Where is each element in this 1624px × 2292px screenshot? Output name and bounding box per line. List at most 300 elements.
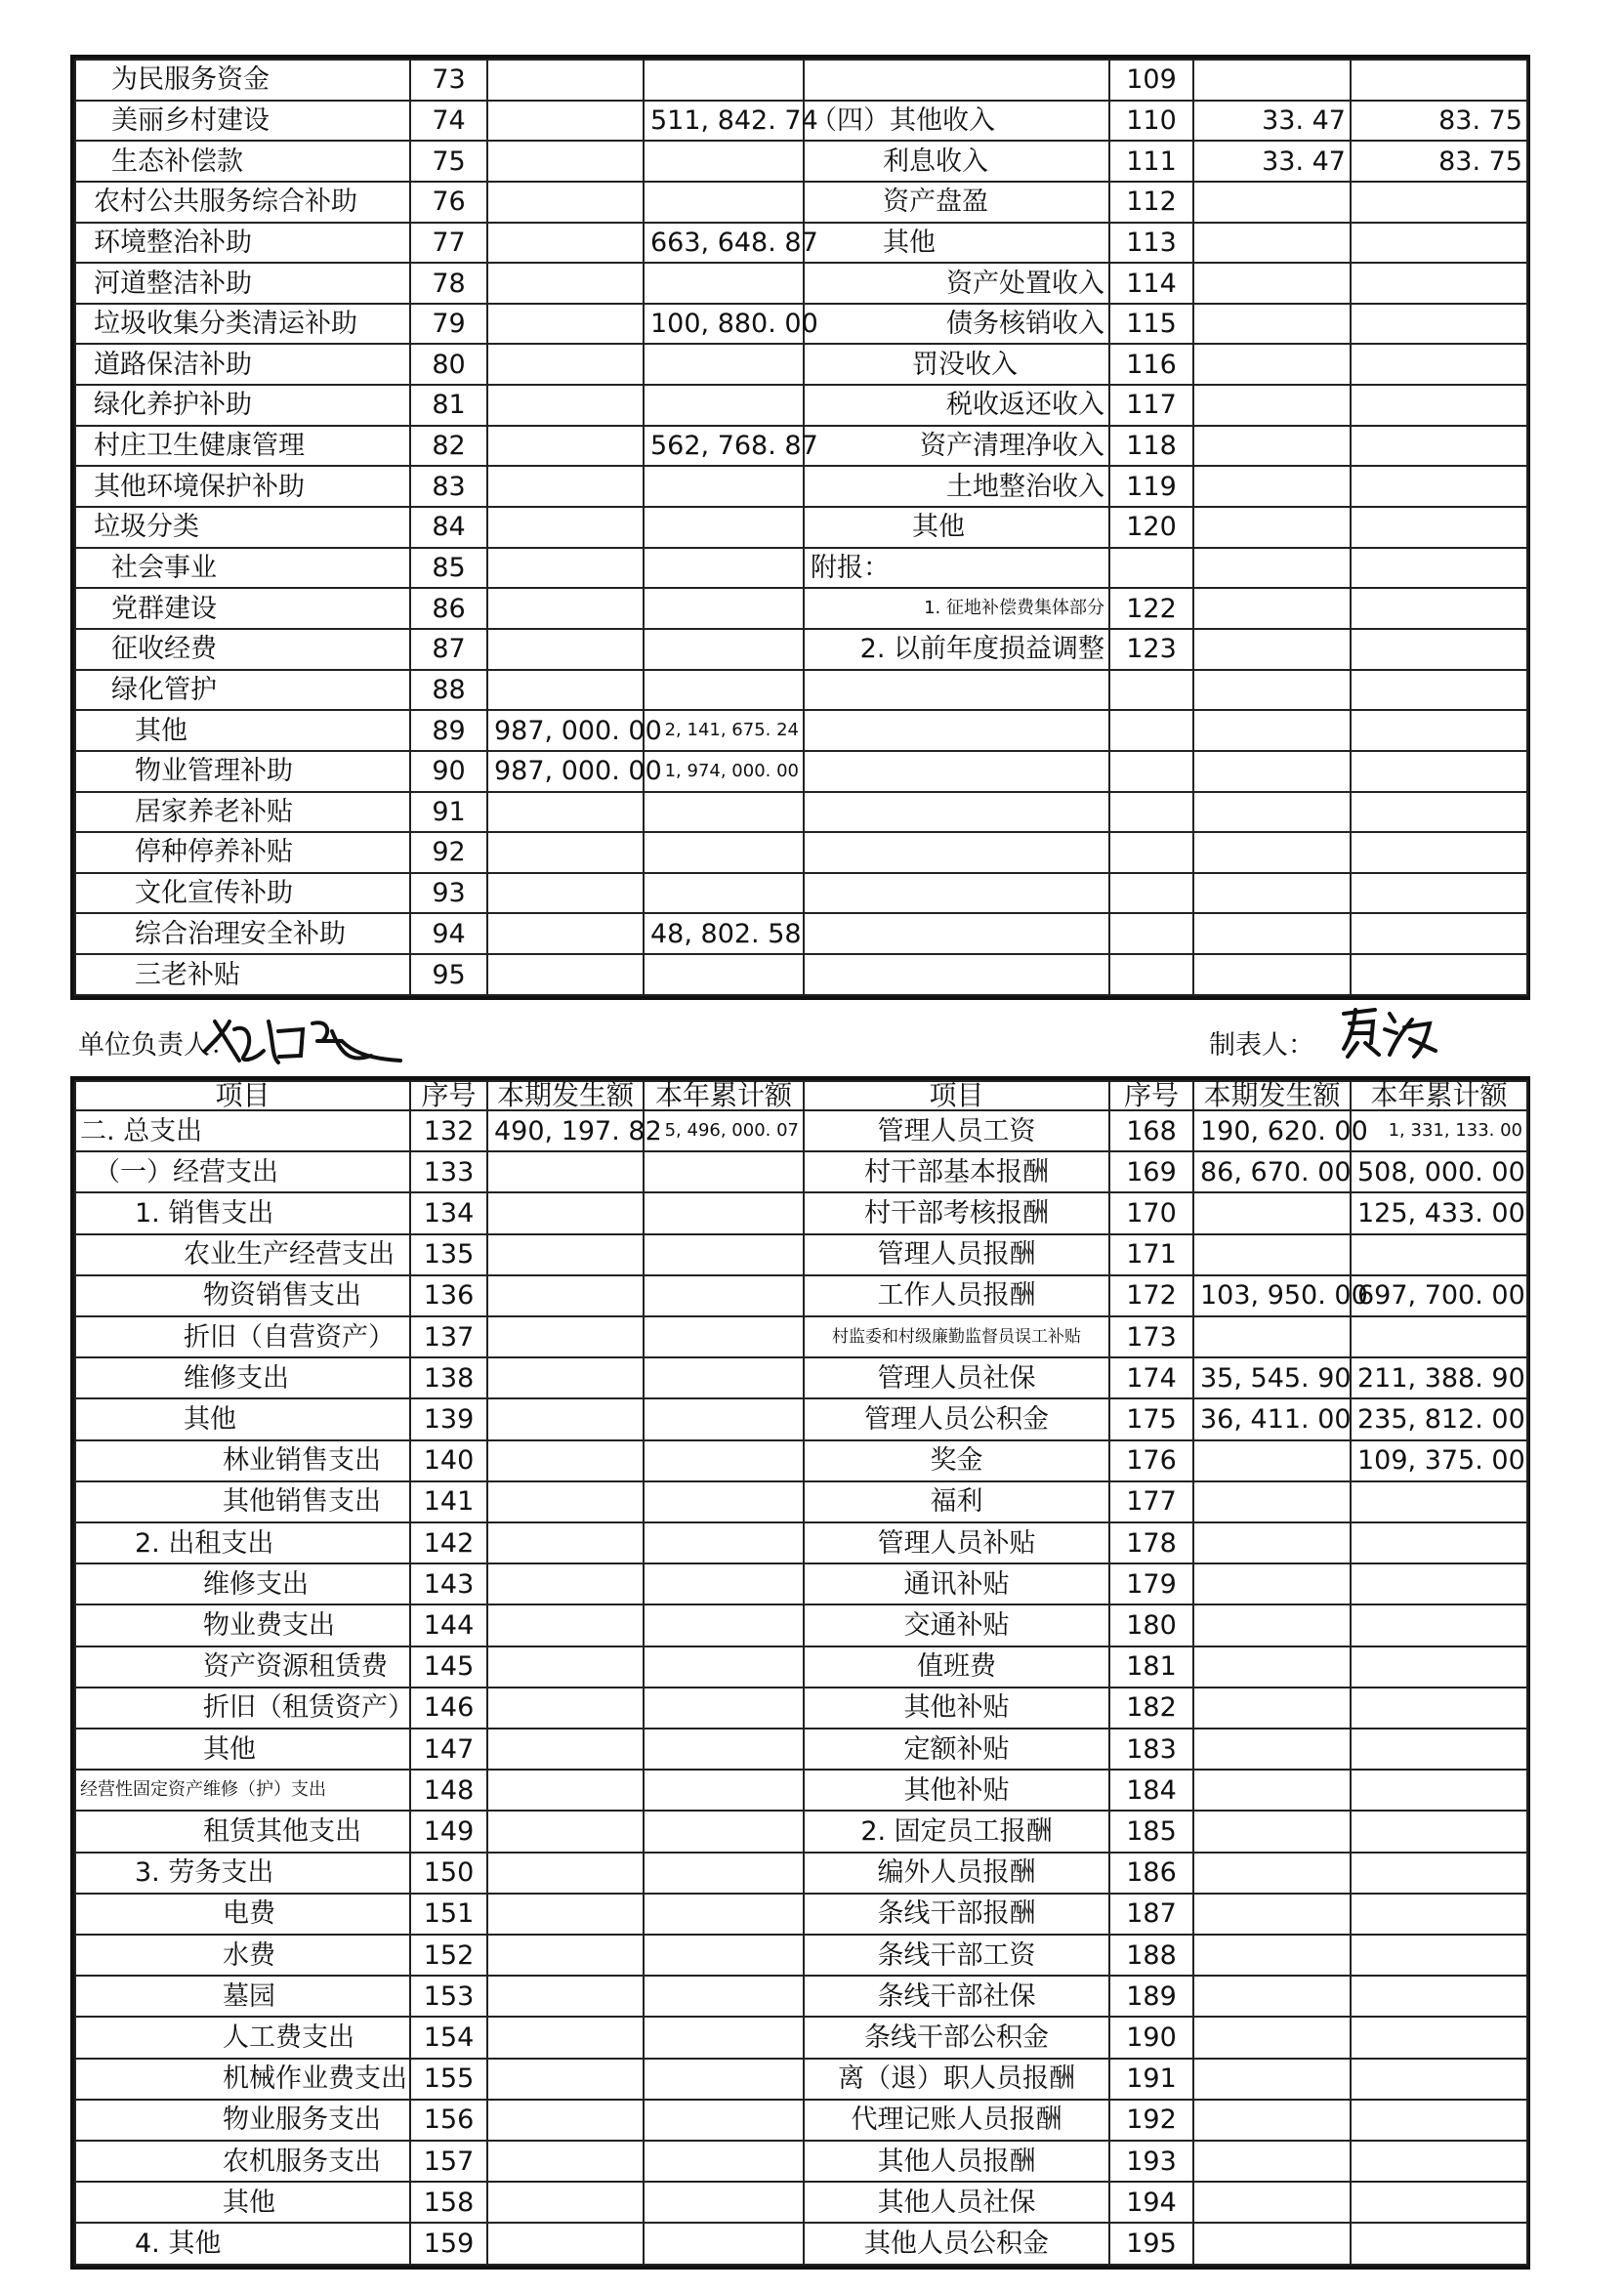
row-current-amount-right	[1193, 1646, 1351, 1688]
row-current-amount	[487, 223, 644, 264]
row-number: 95	[410, 954, 487, 995]
row-ytd-amount-right	[1351, 507, 1527, 548]
row-item-right: 奖金	[804, 1440, 1109, 1481]
row-number: 138	[410, 1357, 487, 1398]
row-item-right: 其他	[804, 507, 1109, 548]
row-ytd-amount-right	[1351, 1646, 1527, 1688]
row-current-amount-right	[1193, 1316, 1351, 1357]
row-number: 135	[410, 1234, 487, 1275]
row-number-right: 115	[1109, 304, 1193, 345]
row-number: 80	[410, 344, 487, 385]
row-number-right: 116	[1109, 344, 1193, 385]
row-current-amount-right	[1193, 588, 1351, 629]
row-ytd-amount	[644, 182, 804, 223]
table-row	[75, 223, 1527, 264]
row-item-right: 定额补贴	[804, 1729, 1109, 1770]
row-item-right: 值班费	[804, 1646, 1109, 1688]
row-ytd-amount-right	[1351, 2100, 1527, 2141]
row-number: 153	[410, 1976, 487, 2017]
row-ytd-amount	[644, 1646, 804, 1688]
row-item-right	[804, 873, 1109, 914]
row-item: 3. 劳务支出	[75, 1853, 410, 1894]
row-item: 垃圾分类	[75, 507, 410, 548]
table-row	[75, 1151, 1527, 1192]
row-number-right: 122	[1109, 588, 1193, 629]
row-ytd-amount: 663, 648. 87	[644, 223, 804, 264]
row-item: 河道整洁补助	[75, 263, 410, 304]
row-item: 社会事业	[75, 548, 410, 589]
row-current-amount	[487, 629, 644, 670]
row-current-amount-right	[1193, 1481, 1351, 1522]
table-row	[75, 1481, 1527, 1522]
row-ytd-amount-right	[1351, 1894, 1527, 1935]
table-row	[75, 2017, 1527, 2058]
table-row	[75, 832, 1527, 873]
row-item: 物业费支出	[75, 1604, 410, 1646]
row-current-amount-right	[1193, 1853, 1351, 1894]
row-ytd-amount: 511, 842. 74	[644, 101, 804, 142]
row-item-right: 管理人员工资	[804, 1110, 1109, 1151]
row-item: 1. 销售支出	[75, 1192, 410, 1233]
row-current-amount-right	[1193, 182, 1351, 223]
row-item-right: 其他补贴	[804, 1688, 1109, 1729]
table-row	[75, 1894, 1527, 1935]
row-current-amount-right: 35, 545. 90	[1193, 1357, 1351, 1398]
table-row	[75, 792, 1527, 833]
row-number-right: 111	[1109, 141, 1193, 182]
table-row	[75, 1316, 1527, 1357]
row-ytd-amount	[644, 629, 804, 670]
row-item-right: 管理人员报酬	[804, 1234, 1109, 1275]
row-number-right: 118	[1109, 426, 1193, 467]
row-item-right: 资产清理净收入	[804, 426, 1109, 467]
row-current-amount	[487, 385, 644, 426]
row-ytd-amount-right: 109, 375. 00	[1351, 1440, 1527, 1481]
row-ytd-amount	[644, 507, 804, 548]
row-ytd-amount-right	[1351, 2059, 1527, 2100]
row-current-amount-right	[1193, 1729, 1351, 1770]
row-current-amount	[487, 1522, 644, 1563]
row-item: 村庄卫生健康管理	[75, 426, 410, 467]
row-item: 墓园	[75, 1976, 410, 2017]
row-item-right: 通讯补贴	[804, 1563, 1109, 1604]
row-item: 农业生产经营支出	[75, 1234, 410, 1275]
table-row	[75, 2223, 1527, 2265]
row-number-right: 176	[1109, 1440, 1193, 1481]
row-number-right: 172	[1109, 1275, 1193, 1316]
table-row	[75, 1110, 1527, 1151]
row-current-amount-right	[1193, 2223, 1351, 2265]
row-item-right: 工作人员报酬	[804, 1275, 1109, 1316]
row-ytd-amount-right	[1351, 2141, 1527, 2182]
row-ytd-amount	[644, 1234, 804, 1275]
row-ytd-amount-right	[1351, 913, 1527, 954]
row-item: 三老补贴	[75, 954, 410, 995]
row-number-right: 192	[1109, 2100, 1193, 2141]
row-current-amount-right	[1193, 548, 1351, 589]
row-ytd-amount-right	[1351, 304, 1527, 345]
row-ytd-amount	[644, 954, 804, 995]
row-ytd-amount: 2, 141, 675. 24	[644, 710, 804, 751]
row-current-amount	[487, 60, 644, 101]
row-ytd-amount-right: 125, 433. 00	[1351, 1192, 1527, 1233]
row-number: 93	[410, 873, 487, 914]
row-ytd-amount-right	[1351, 385, 1527, 426]
row-number-right: 181	[1109, 1646, 1193, 1688]
row-ytd-amount: 5, 496, 000. 07	[644, 1110, 804, 1151]
row-number: 159	[410, 2223, 487, 2265]
row-item: 环境整治补助	[75, 223, 410, 264]
row-item: 其他	[75, 1729, 410, 1770]
row-item-right: 1. 征地补偿费集体部分	[804, 588, 1109, 629]
row-current-amount	[487, 1894, 644, 1935]
row-current-amount	[487, 1234, 644, 1275]
row-ytd-amount-right	[1351, 792, 1527, 833]
row-number-right: 171	[1109, 1234, 1193, 1275]
row-ytd-amount	[644, 2100, 804, 2141]
row-current-amount-right	[1193, 832, 1351, 873]
row-current-amount	[487, 954, 644, 995]
row-current-amount	[487, 1935, 644, 1976]
row-item: 生态补偿款	[75, 141, 410, 182]
table-row	[75, 1853, 1527, 1894]
row-current-amount	[487, 873, 644, 914]
row-item-right: 福利	[804, 1481, 1109, 1522]
row-ytd-amount	[644, 2059, 804, 2100]
row-current-amount	[487, 101, 644, 142]
table-row	[75, 1729, 1527, 1770]
header-current: 本期发生额	[487, 1081, 644, 1110]
row-number-right: 174	[1109, 1357, 1193, 1398]
row-ytd-amount-right	[1351, 182, 1527, 223]
row-item-right: 管理人员补贴	[804, 1522, 1109, 1563]
row-item-right: 代理记账人员报酬	[804, 2100, 1109, 2141]
row-item-right: 离（退）职人员报酬	[804, 2059, 1109, 2100]
row-ytd-amount-right	[1351, 2017, 1527, 2058]
row-number-right: 117	[1109, 385, 1193, 426]
row-current-amount	[487, 1770, 644, 1811]
row-ytd-amount	[644, 1275, 804, 1316]
row-ytd-amount-right	[1351, 954, 1527, 995]
table-row	[75, 1935, 1527, 1976]
row-current-amount-right	[1193, 1234, 1351, 1275]
table-row	[75, 1688, 1527, 1729]
row-item: 农村公共服务综合补助	[75, 182, 410, 223]
row-number-right: 187	[1109, 1894, 1193, 1935]
row-item: 文化宣传补助	[75, 873, 410, 914]
row-item-right: 其他人员社保	[804, 2182, 1109, 2223]
table-row	[75, 588, 1527, 629]
row-item: 道路保洁补助	[75, 344, 410, 385]
row-current-amount	[487, 2182, 644, 2223]
row-current-amount-right: 86, 670. 00	[1193, 1151, 1351, 1192]
row-current-amount	[487, 2059, 644, 2100]
row-ytd-amount	[644, 1770, 804, 1811]
row-current-amount	[487, 344, 644, 385]
row-ytd-amount-right	[1351, 1481, 1527, 1522]
row-item: 征收经费	[75, 629, 410, 670]
row-number-right: 188	[1109, 1935, 1193, 1976]
row-ytd-amount-right	[1351, 1853, 1527, 1894]
row-item-right	[804, 710, 1109, 751]
table-row	[75, 1811, 1527, 1852]
row-number: 82	[410, 426, 487, 467]
row-number: 83	[410, 466, 487, 507]
table-row	[75, 913, 1527, 954]
row-item: 4. 其他	[75, 2223, 410, 2265]
row-item-right: 2. 以前年度损益调整	[804, 629, 1109, 670]
row-current-amount	[487, 2141, 644, 2182]
row-number-right	[1109, 832, 1193, 873]
table-header-row	[75, 1081, 1527, 1110]
row-current-amount	[487, 1398, 644, 1439]
row-number: 92	[410, 832, 487, 873]
row-current-amount: 490, 197. 82	[487, 1110, 644, 1151]
row-item: 折旧（自营资产）	[75, 1316, 410, 1357]
row-current-amount-right	[1193, 223, 1351, 264]
table-row	[75, 1646, 1527, 1688]
row-item-right: 债务核销收入	[804, 304, 1109, 345]
row-number-right: 109	[1109, 60, 1193, 101]
row-number-right: 177	[1109, 1481, 1193, 1522]
row-current-amount-right	[1193, 1688, 1351, 1729]
row-ytd-amount	[644, 385, 804, 426]
row-number: 139	[410, 1398, 487, 1439]
table-row	[75, 1770, 1527, 1811]
row-item: 电费	[75, 1894, 410, 1935]
row-item: 维修支出	[75, 1563, 410, 1604]
row-current-amount: 987, 000. 00	[487, 751, 644, 792]
row-number-right: 119	[1109, 466, 1193, 507]
table-row	[75, 101, 1527, 142]
row-ytd-amount	[644, 60, 804, 101]
row-ytd-amount	[644, 1563, 804, 1604]
row-number-right: 190	[1109, 2017, 1193, 2058]
row-ytd-amount: 100, 880. 00	[644, 304, 804, 345]
row-number-right: 191	[1109, 2059, 1193, 2100]
row-current-amount-right	[1193, 2059, 1351, 2100]
row-number-right	[1109, 873, 1193, 914]
table-row	[75, 263, 1527, 304]
row-number-right: 195	[1109, 2223, 1193, 2265]
table-row	[75, 954, 1527, 995]
row-current-amount	[487, 1316, 644, 1357]
row-item: 经营性固定资产维修（护）支出	[75, 1770, 410, 1811]
row-item: 其他销售支出	[75, 1481, 410, 1522]
row-number-right: 184	[1109, 1770, 1193, 1811]
table-row	[75, 182, 1527, 223]
row-item-right: 管理人员社保	[804, 1357, 1109, 1398]
row-number: 88	[410, 670, 487, 711]
row-number: 156	[410, 2100, 487, 2141]
row-item-right: 其他补贴	[804, 1770, 1109, 1811]
row-number: 152	[410, 1935, 487, 1976]
row-item: 农机服务支出	[75, 2141, 410, 2182]
row-current-amount	[487, 1976, 644, 2017]
row-number: 76	[410, 182, 487, 223]
row-ytd-amount-right	[1351, 2182, 1527, 2223]
row-number-right: 169	[1109, 1151, 1193, 1192]
row-number: 132	[410, 1110, 487, 1151]
table-row	[75, 304, 1527, 345]
row-current-amount-right	[1193, 2141, 1351, 2182]
row-current-amount-right	[1193, 344, 1351, 385]
row-current-amount	[487, 832, 644, 873]
row-ytd-amount	[644, 1688, 804, 1729]
row-item: 林业销售支出	[75, 1440, 410, 1481]
row-ytd-amount	[644, 1522, 804, 1563]
table-row	[75, 1192, 1527, 1233]
row-number-right: 185	[1109, 1811, 1193, 1852]
row-ytd-amount-right	[1351, 873, 1527, 914]
table-row	[75, 385, 1527, 426]
table-row	[75, 2141, 1527, 2182]
row-current-amount-right	[1193, 2017, 1351, 2058]
row-ytd-amount-right	[1351, 832, 1527, 873]
row-ytd-amount	[644, 1935, 804, 1976]
row-number: 145	[410, 1646, 487, 1688]
row-current-amount-right	[1193, 2182, 1351, 2223]
row-ytd-amount-right	[1351, 588, 1527, 629]
row-number: 77	[410, 223, 487, 264]
row-number: 75	[410, 141, 487, 182]
income-table	[74, 59, 1528, 996]
row-number-right: 114	[1109, 263, 1193, 304]
table-row	[75, 2100, 1527, 2141]
row-number-right: 170	[1109, 1192, 1193, 1233]
row-number-right: 180	[1109, 1604, 1193, 1646]
row-number: 148	[410, 1770, 487, 1811]
row-item-right: 资产处置收入	[804, 263, 1109, 304]
row-number-right: 193	[1109, 2141, 1193, 2182]
table-row	[75, 1604, 1527, 1646]
row-current-amount-right	[1193, 710, 1351, 751]
maker-label: 制表人：	[1209, 1030, 1314, 1061]
row-ytd-amount	[644, 1316, 804, 1357]
row-current-amount-right	[1193, 792, 1351, 833]
row-item: 党群建设	[75, 588, 410, 629]
row-number: 84	[410, 507, 487, 548]
row-number-right: 194	[1109, 2182, 1193, 2223]
row-item-right	[804, 913, 1109, 954]
row-number: 141	[410, 1481, 487, 1522]
row-current-amount	[487, 1729, 644, 1770]
row-current-amount	[487, 913, 644, 954]
row-ytd-amount-right	[1351, 1729, 1527, 1770]
row-item: 2. 出租支出	[75, 1522, 410, 1563]
row-number-right: 112	[1109, 182, 1193, 223]
row-ytd-amount	[644, 1192, 804, 1233]
row-number: 85	[410, 548, 487, 589]
row-number: 142	[410, 1522, 487, 1563]
row-item-right: 利息收入	[804, 141, 1109, 182]
row-number-right	[1109, 548, 1193, 589]
row-current-amount	[487, 548, 644, 589]
row-item: 租赁其他支出	[75, 1811, 410, 1852]
expense-table-grid	[74, 1080, 1528, 2266]
row-current-amount: 987, 000. 00	[487, 710, 644, 751]
row-ytd-amount	[644, 263, 804, 304]
row-item-right: 罚没收入	[804, 344, 1109, 385]
row-item-right: 2. 固定员工报酬	[804, 1811, 1109, 1852]
row-number-right: 123	[1109, 629, 1193, 670]
row-current-amount-right	[1193, 1192, 1351, 1233]
row-current-amount	[487, 1192, 644, 1233]
row-item: 其他环境保护补助	[75, 466, 410, 507]
row-current-amount	[487, 1440, 644, 1481]
row-number: 146	[410, 1688, 487, 1729]
table-row	[75, 873, 1527, 914]
row-ytd-amount	[644, 1440, 804, 1481]
table-row	[75, 548, 1527, 589]
table-row	[75, 1440, 1527, 1481]
row-number: 151	[410, 1894, 487, 1935]
row-item: 其他	[75, 1398, 410, 1439]
signature-row	[0, 1000, 1624, 1076]
row-item: 垃圾收集分类清运补助	[75, 304, 410, 345]
row-current-amount-right	[1193, 913, 1351, 954]
row-item: 停种停养补贴	[75, 832, 410, 873]
row-item: 居家养老补贴	[75, 792, 410, 833]
row-current-amount-right: 36, 411. 00	[1193, 1398, 1351, 1439]
row-ytd-amount-right	[1351, 2223, 1527, 2265]
row-ytd-amount-right	[1351, 1770, 1527, 1811]
row-current-amount	[487, 182, 644, 223]
row-ytd-amount	[644, 1853, 804, 1894]
row-ytd-amount-right: 83. 75	[1351, 141, 1527, 182]
row-current-amount	[487, 426, 644, 467]
row-current-amount-right: 103, 950. 00	[1193, 1275, 1351, 1316]
row-number: 154	[410, 2017, 487, 2058]
row-ytd-amount-right	[1351, 223, 1527, 264]
table-row	[75, 1357, 1527, 1398]
row-current-amount	[487, 141, 644, 182]
row-ytd-amount	[644, 2182, 804, 2223]
row-ytd-amount-right	[1351, 1316, 1527, 1357]
row-item-right: 税收返还收入	[804, 385, 1109, 426]
row-ytd-amount	[644, 1811, 804, 1852]
row-number: 149	[410, 1811, 487, 1852]
row-item-right: 附报：	[804, 548, 1109, 589]
row-current-amount	[487, 1151, 644, 1192]
row-current-amount	[487, 1811, 644, 1852]
row-ytd-amount-right: 83. 75	[1351, 101, 1527, 142]
row-item-right	[804, 832, 1109, 873]
row-number-right: 173	[1109, 1316, 1193, 1357]
row-current-amount-right	[1193, 426, 1351, 467]
row-item-right	[804, 670, 1109, 711]
row-number-right	[1109, 913, 1193, 954]
row-current-amount-right	[1193, 1604, 1351, 1646]
row-number-right	[1109, 792, 1193, 833]
row-ytd-amount	[644, 1976, 804, 2017]
table-row	[75, 1563, 1527, 1604]
row-ytd-amount-right	[1351, 1604, 1527, 1646]
header-current-right: 本期发生额	[1193, 1081, 1351, 1110]
row-current-amount-right	[1193, 1811, 1351, 1852]
row-ytd-amount	[644, 1481, 804, 1522]
row-item: （一）经营支出	[75, 1151, 410, 1192]
row-current-amount-right	[1193, 873, 1351, 914]
row-ytd-amount	[644, 344, 804, 385]
row-number-right: 113	[1109, 223, 1193, 264]
row-number-right: 120	[1109, 507, 1193, 548]
table-row	[75, 2059, 1527, 2100]
row-number-right: 178	[1109, 1522, 1193, 1563]
row-current-amount	[487, 1481, 644, 1522]
row-number: 143	[410, 1563, 487, 1604]
row-ytd-amount-right: 697, 700. 00	[1351, 1275, 1527, 1316]
